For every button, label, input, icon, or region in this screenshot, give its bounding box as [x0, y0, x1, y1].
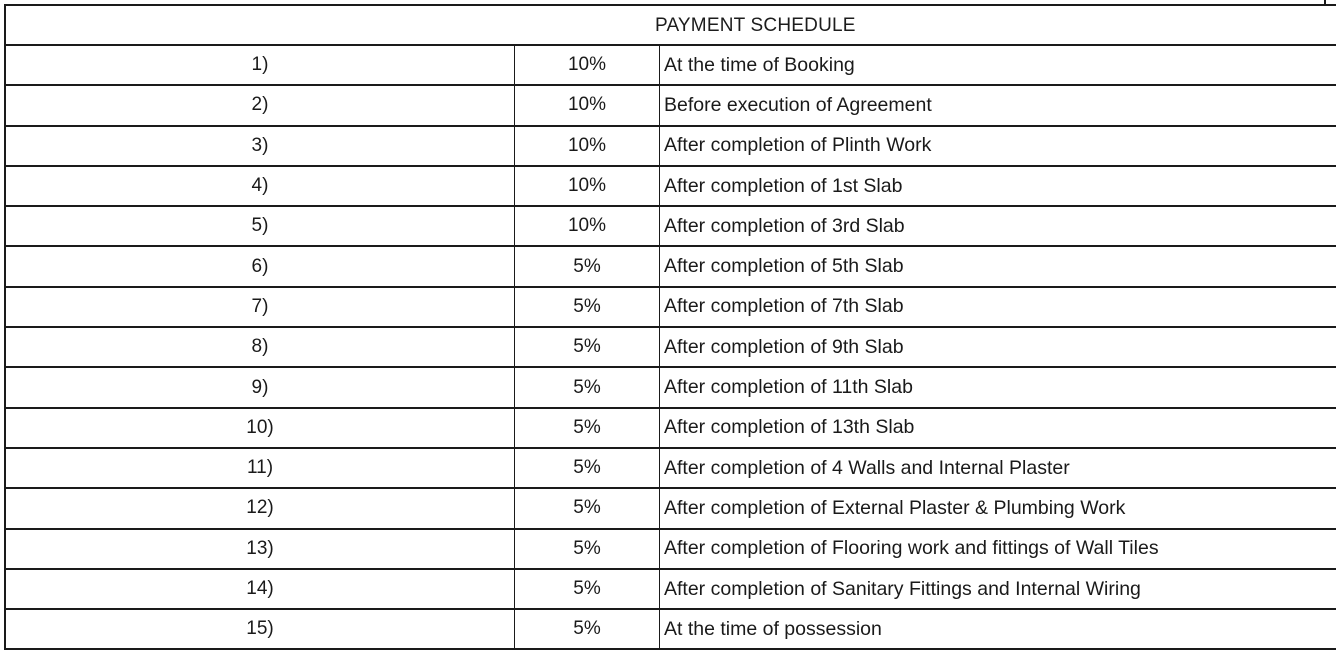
installment-number: 2) [6, 86, 515, 124]
installment-number: 6) [6, 247, 515, 285]
installment-milestone: After completion of External Plaster & Plumbing Work [664, 496, 1126, 519]
installment-milestone: After completion of Sanitary Fittings and Internal Wiring [664, 577, 1141, 600]
installment-percentage: 5% [515, 288, 660, 326]
installment-percentage: 10% [515, 127, 660, 165]
installment-percentage: 5% [515, 449, 660, 487]
installment-number: 11) [6, 449, 515, 487]
installment-number: 3) [6, 127, 515, 165]
installment-number: 9) [6, 368, 515, 406]
installment-number: 15) [6, 610, 515, 648]
installment-percentage: 5% [515, 530, 660, 568]
installment-percentage: 5% [515, 409, 660, 447]
table-row [6, 328, 1336, 368]
installment-number: 12) [6, 489, 515, 527]
table-row [6, 247, 1336, 287]
table-header-row [6, 6, 1336, 46]
table-row [6, 449, 1336, 489]
installment-milestone: After completion of 9th Slab [664, 335, 904, 358]
installment-milestone: After completion of 7th Slab [664, 295, 904, 318]
installment-percentage: 5% [515, 610, 660, 648]
installment-number: 13) [6, 530, 515, 568]
installment-percentage: 5% [515, 328, 660, 366]
installment-percentage: 10% [515, 167, 660, 205]
table-row [6, 167, 1336, 207]
installment-percentage: 5% [515, 570, 660, 608]
table-row [6, 489, 1336, 529]
installment-milestone: Before execution of Agreement [664, 93, 932, 116]
table-row [6, 570, 1336, 610]
installment-number: 14) [6, 570, 515, 608]
installment-milestone: After completion of Flooring work and fittings of Wall Tiles [664, 537, 1159, 560]
table-row [6, 86, 1336, 126]
installment-milestone: After completion of Plinth Work [664, 134, 932, 157]
installment-percentage: 5% [515, 489, 660, 527]
installment-milestone: After completion of 11th Slab [664, 376, 913, 399]
installment-number: 7) [6, 288, 515, 326]
installment-milestone: After completion of 5th Slab [664, 255, 904, 278]
installment-milestone: After completion of 13th Slab [664, 416, 915, 439]
table-row [6, 368, 1336, 408]
table-row [6, 207, 1336, 247]
table-row [6, 409, 1336, 449]
installment-milestone: After completion of 4 Walls and Internal Plaster [664, 456, 1070, 479]
installment-percentage: 10% [515, 46, 660, 84]
installment-milestone: After completion of 1st Slab [664, 174, 903, 197]
installment-milestone: After completion of 3rd Slab [664, 214, 905, 237]
installment-milestone: At the time of Booking [664, 53, 855, 76]
installment-percentage: 5% [515, 247, 660, 285]
installment-number: 8) [6, 328, 515, 366]
installment-percentage: 5% [515, 368, 660, 406]
table-row [6, 610, 1336, 650]
installment-number: 5) [6, 207, 515, 245]
table-row [6, 288, 1336, 328]
installment-number: 4) [6, 167, 515, 205]
table-row [6, 530, 1336, 570]
installment-percentage: 10% [515, 86, 660, 124]
installment-percentage: 10% [515, 207, 660, 245]
table-row [6, 46, 1336, 86]
installment-number: 10) [6, 409, 515, 447]
installment-number: 1) [6, 46, 515, 84]
table-row [6, 127, 1336, 167]
payment-schedule-table [4, 4, 1336, 650]
table-title: PAYMENT SCHEDULE [655, 15, 856, 36]
installment-milestone: At the time of possession [664, 617, 882, 640]
